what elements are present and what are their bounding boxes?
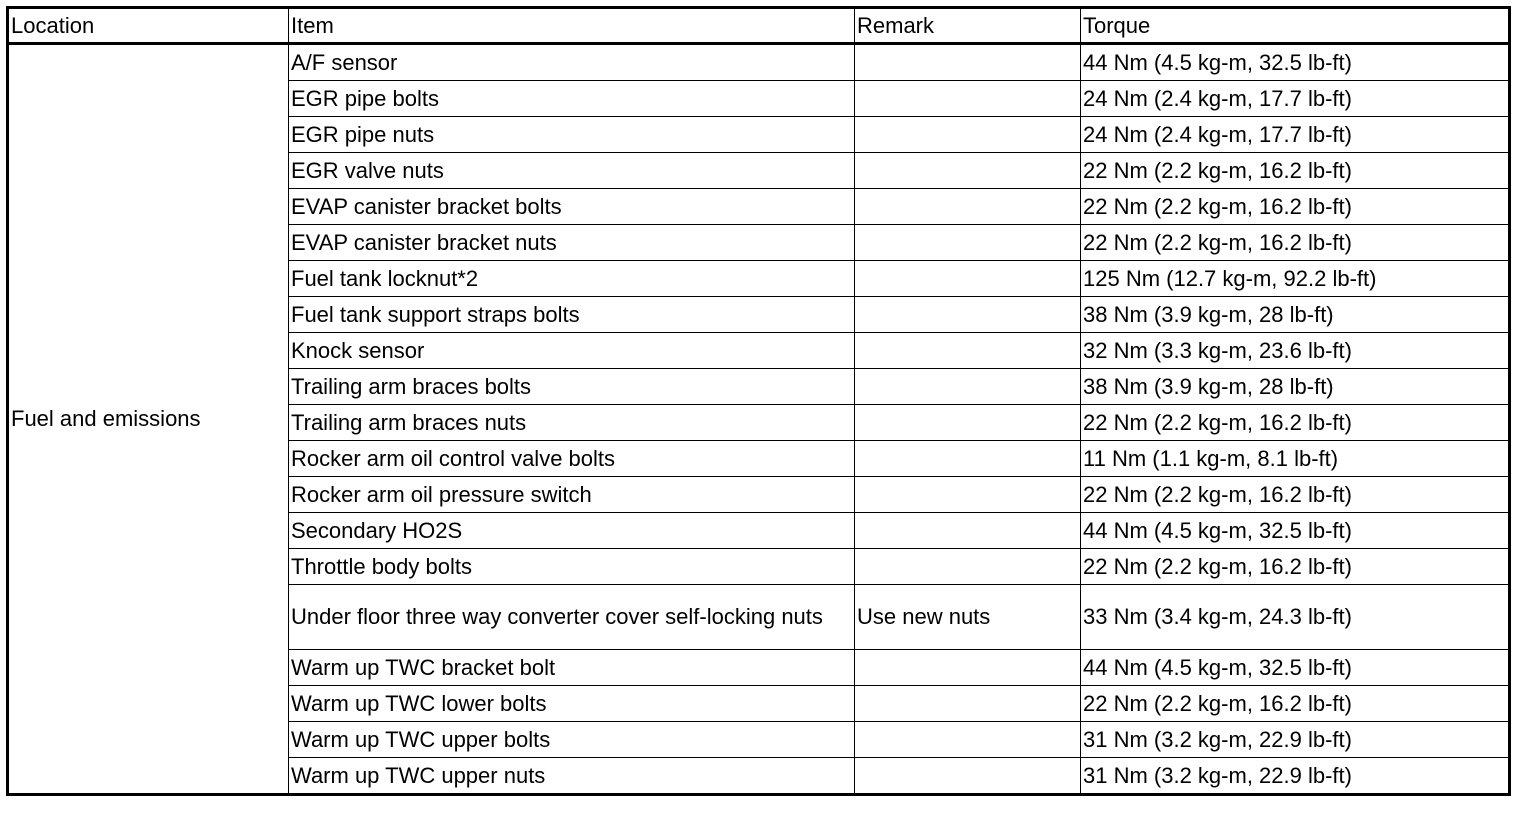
torque-cell: 22 Nm (2.2 kg-m, 16.2 lb-ft): [1081, 225, 1510, 261]
item-cell: EVAP canister bracket nuts: [289, 225, 855, 261]
remark-cell: [855, 369, 1081, 405]
item-cell: EGR pipe nuts: [289, 117, 855, 153]
remark-cell: [855, 650, 1081, 686]
torque-cell: 22 Nm (2.2 kg-m, 16.2 lb-ft): [1081, 153, 1510, 189]
remark-cell: [855, 513, 1081, 549]
torque-cell: 22 Nm (2.2 kg-m, 16.2 lb-ft): [1081, 189, 1510, 225]
item-cell: A/F sensor: [289, 44, 855, 81]
remark-cell: [855, 117, 1081, 153]
torque-cell: 38 Nm (3.9 kg-m, 28 lb-ft): [1081, 369, 1510, 405]
item-cell: Rocker arm oil pressure switch: [289, 477, 855, 513]
item-cell: Warm up TWC lower bolts: [289, 686, 855, 722]
remark-cell: [855, 261, 1081, 297]
remark-cell: [855, 758, 1081, 795]
item-cell: Warm up TWC upper bolts: [289, 722, 855, 758]
item-cell: EVAP canister bracket bolts: [289, 189, 855, 225]
item-cell: EGR valve nuts: [289, 153, 855, 189]
remark-cell: Use new nuts: [855, 585, 1081, 650]
header-item: Item: [289, 8, 855, 44]
item-cell: Knock sensor: [289, 333, 855, 369]
remark-cell: [855, 549, 1081, 585]
item-cell: Fuel tank support straps bolts: [289, 297, 855, 333]
location-cell: Fuel and emissions: [8, 44, 289, 795]
remark-cell: [855, 297, 1081, 333]
torque-specification-table: [6, 6, 1511, 796]
item-cell: Throttle body bolts: [289, 549, 855, 585]
remark-cell: [855, 153, 1081, 189]
torque-cell: 32 Nm (3.3 kg-m, 23.6 lb-ft): [1081, 333, 1510, 369]
remark-cell: [855, 44, 1081, 81]
remark-cell: [855, 189, 1081, 225]
torque-cell: 38 Nm (3.9 kg-m, 28 lb-ft): [1081, 297, 1510, 333]
torque-cell: 44 Nm (4.5 kg-m, 32.5 lb-ft): [1081, 513, 1510, 549]
remark-cell: [855, 441, 1081, 477]
table-header: [8, 8, 1510, 44]
torque-cell: 22 Nm (2.2 kg-m, 16.2 lb-ft): [1081, 686, 1510, 722]
remark-cell: [855, 477, 1081, 513]
torque-cell: 33 Nm (3.4 kg-m, 24.3 lb-ft): [1081, 585, 1510, 650]
item-cell: Warm up TWC bracket bolt: [289, 650, 855, 686]
item-cell: Trailing arm braces nuts: [289, 405, 855, 441]
item-cell: Secondary HO2S: [289, 513, 855, 549]
torque-cell: 31 Nm (3.2 kg-m, 22.9 lb-ft): [1081, 758, 1510, 795]
remark-cell: [855, 405, 1081, 441]
remark-cell: [855, 333, 1081, 369]
torque-cell: 44 Nm (4.5 kg-m, 32.5 lb-ft): [1081, 44, 1510, 81]
item-cell: Fuel tank locknut*2: [289, 261, 855, 297]
torque-cell: 31 Nm (3.2 kg-m, 22.9 lb-ft): [1081, 722, 1510, 758]
item-cell: EGR pipe bolts: [289, 81, 855, 117]
header-remark: Remark: [855, 8, 1081, 44]
item-cell: Warm up TWC upper nuts: [289, 758, 855, 795]
header-location: Location: [8, 8, 289, 44]
torque-cell: 22 Nm (2.2 kg-m, 16.2 lb-ft): [1081, 405, 1510, 441]
table-row: [8, 44, 1510, 81]
item-cell: Rocker arm oil control valve bolts: [289, 441, 855, 477]
remark-cell: [855, 225, 1081, 261]
torque-cell: 22 Nm (2.2 kg-m, 16.2 lb-ft): [1081, 549, 1510, 585]
table-body: [8, 44, 1510, 795]
torque-cell: 44 Nm (4.5 kg-m, 32.5 lb-ft): [1081, 650, 1510, 686]
header-torque: Torque: [1081, 8, 1510, 44]
remark-cell: [855, 722, 1081, 758]
torque-cell: 11 Nm (1.1 kg-m, 8.1 lb-ft): [1081, 441, 1510, 477]
torque-cell: 24 Nm (2.4 kg-m, 17.7 lb-ft): [1081, 81, 1510, 117]
header-row: [8, 8, 1510, 44]
item-cell: Trailing arm braces bolts: [289, 369, 855, 405]
remark-cell: [855, 81, 1081, 117]
torque-cell: 22 Nm (2.2 kg-m, 16.2 lb-ft): [1081, 477, 1510, 513]
remark-cell: [855, 686, 1081, 722]
item-cell: Under floor three way converter cover self-locking nuts: [289, 585, 855, 650]
torque-cell: 125 Nm (12.7 kg-m, 92.2 lb-ft): [1081, 261, 1510, 297]
torque-cell: 24 Nm (2.4 kg-m, 17.7 lb-ft): [1081, 117, 1510, 153]
